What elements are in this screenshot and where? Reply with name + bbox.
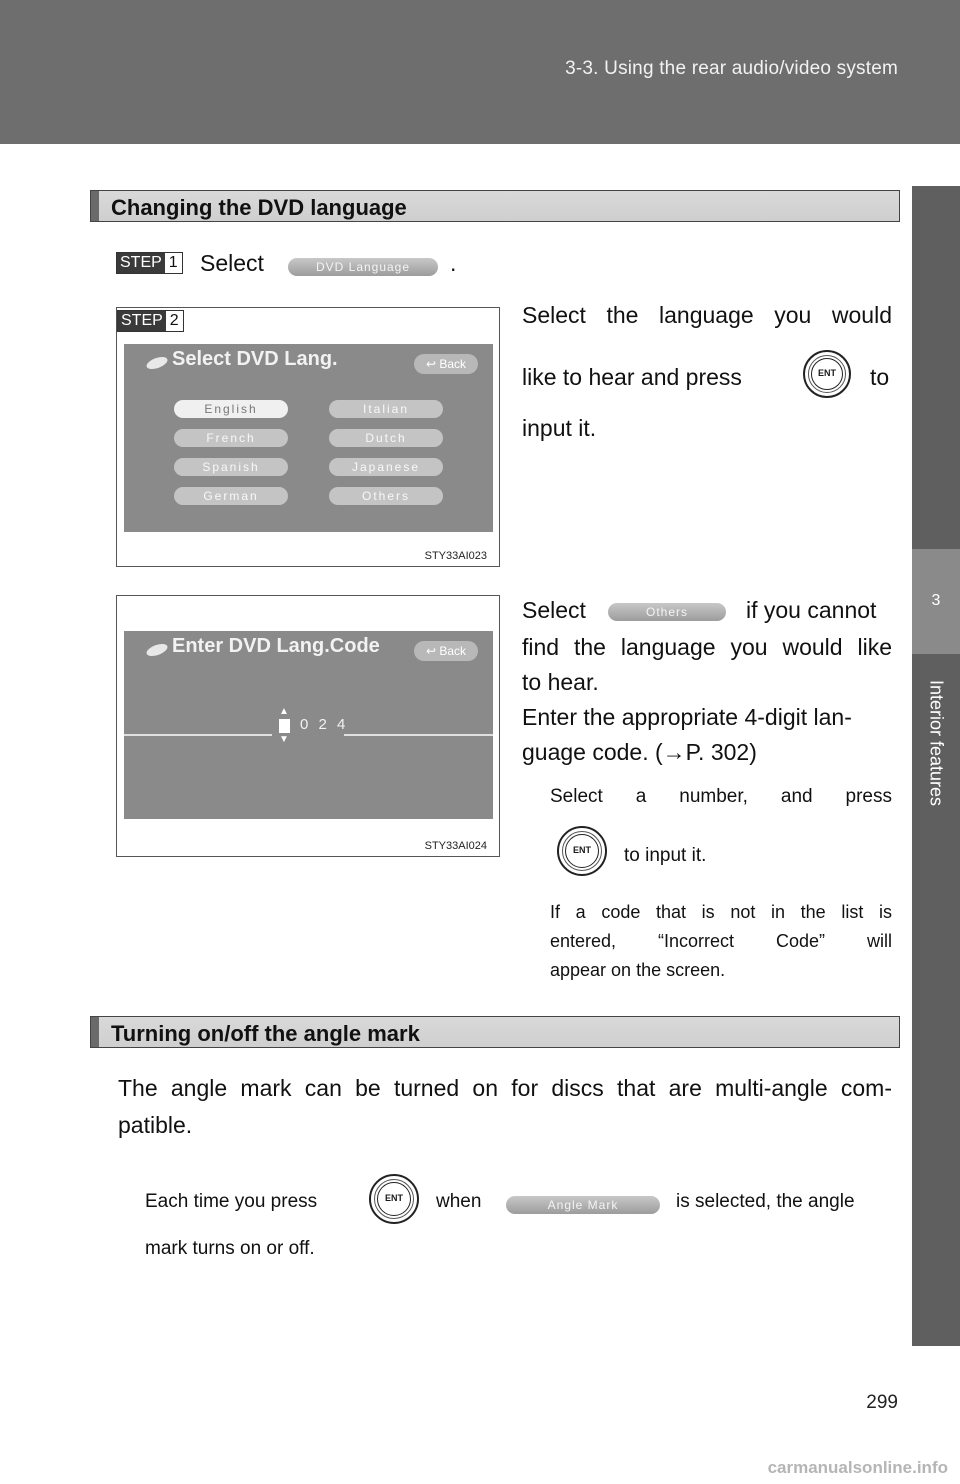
back-label: Back <box>439 644 467 658</box>
note1-line2: to input it. <box>624 845 707 866</box>
step2-line3: input it. <box>522 415 597 441</box>
section-heading-dvd-language <box>90 190 900 222</box>
others-line3: to hear. <box>522 669 599 695</box>
lang-dutch: Dutch <box>329 429 443 447</box>
step1-text-before: Select <box>200 250 264 276</box>
screen-enter-dvd-lang-code <box>124 631 493 819</box>
back-button: ↩ Back <box>414 354 478 374</box>
code-digits: 0 2 4 <box>300 716 349 733</box>
side-chapter-label: Interior features <box>926 680 947 807</box>
step-number: 1 <box>168 254 178 271</box>
lang-spanish: Spanish <box>174 458 288 476</box>
side-chapter-label-wrap <box>912 680 960 840</box>
back-label: Back <box>439 357 467 371</box>
lang-german: German <box>174 487 288 505</box>
angle-para-line2: patible. <box>118 1112 193 1138</box>
ent-button-icon <box>369 1174 419 1224</box>
ent-button-icon <box>803 350 851 398</box>
others-line2: find the language you would like <box>522 634 892 660</box>
angle-note-before: Each time you press <box>145 1191 318 1212</box>
step-label: STEP <box>118 311 166 331</box>
arrow-icon: → <box>662 739 686 765</box>
step2-badge <box>117 310 184 332</box>
section-title: Turning on/off the angle mark <box>111 1021 420 1046</box>
lang-french: French <box>174 429 288 447</box>
step2-line2-before: like to hear and press <box>522 364 742 390</box>
others-line5: guage code. (→P. 302) <box>522 739 757 765</box>
angle-para-line1: The angle mark can be turned on for discs that are multi-angle com- <box>118 1075 892 1101</box>
watermark: carmanualsonline.info <box>767 1458 948 1477</box>
disc-logo-icon <box>145 642 169 659</box>
screen-title: Select DVD Lang. <box>172 348 338 370</box>
others-line4: Enter the appropriate 4-digit lan- <box>522 704 852 730</box>
side-chapter-number: 3 <box>931 592 941 609</box>
others-text-before: Select <box>522 597 586 623</box>
chapter-title: 3-3. Using the rear audio/video system <box>565 58 898 79</box>
note2-line3: appear on the screen. <box>550 960 726 980</box>
lang-japanese: Japanese <box>329 458 443 476</box>
ent-button-icon <box>557 826 607 876</box>
angle-mark-button: Angle Mark <box>506 1196 660 1214</box>
step-label: STEP <box>117 253 165 273</box>
code-line-right <box>344 734 493 736</box>
step2-line1: Select the language you would <box>522 302 892 328</box>
note2-line1: If a code that is not in the list is <box>550 902 892 922</box>
ent-label: ENT <box>385 1193 403 1203</box>
section-title: Changing the DVD language <box>111 195 407 220</box>
code-line-left <box>124 734 272 736</box>
dvd-language-button: DVD Language <box>288 258 438 276</box>
ent-label: ENT <box>818 368 836 378</box>
section-heading-angle-mark <box>90 1016 900 1048</box>
figure-code: STY33AI023 <box>424 550 487 562</box>
note2-line2: entered, “Incorrect Code” will <box>550 931 892 951</box>
screen-title: Enter DVD Lang.Code <box>172 635 380 657</box>
ent-label: ENT <box>573 845 591 855</box>
step1-badge <box>116 252 183 274</box>
figure-select-dvd-lang <box>116 307 500 567</box>
down-arrow-icon: ▼ <box>279 734 289 745</box>
screen-select-dvd-lang <box>124 344 493 532</box>
disc-logo-icon <box>145 355 169 372</box>
up-arrow-icon: ▲ <box>279 706 289 717</box>
angle-note-mid: when <box>436 1191 482 1212</box>
digit-cursor <box>279 719 290 733</box>
step2-line2-after: to <box>870 364 890 390</box>
section-accent <box>91 1017 99 1047</box>
page-number: 299 <box>866 1392 898 1413</box>
step1-text-after: . <box>450 250 457 276</box>
figure-code: STY33AI024 <box>424 840 487 852</box>
figure-enter-dvd-lang-code <box>116 595 500 857</box>
others-button: Others <box>608 603 726 621</box>
angle-note-after: is selected, the angle <box>676 1191 855 1212</box>
note1-line1: Select a number, and press <box>550 786 892 807</box>
section-accent <box>91 191 99 221</box>
lang-others: Others <box>329 487 443 505</box>
step-number: 2 <box>169 312 179 329</box>
back-button: ↩ Back <box>414 641 478 661</box>
angle-note-line2: mark turns on or off. <box>145 1238 315 1259</box>
lang-english: English <box>174 400 288 418</box>
others-text-after: if you cannot <box>746 597 877 623</box>
lang-italian: Italian <box>329 400 443 418</box>
